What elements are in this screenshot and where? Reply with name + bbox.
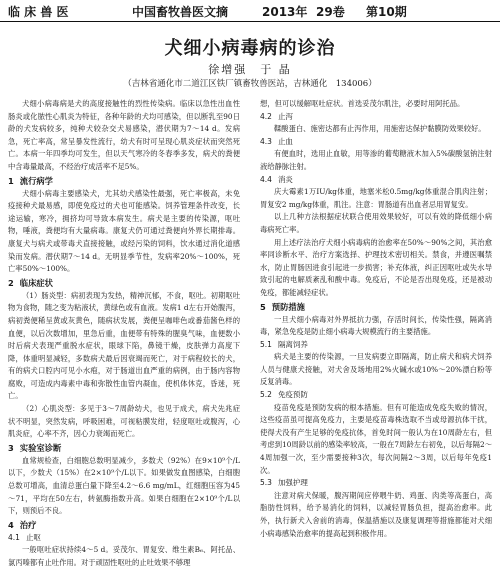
- journal-section: 临 床 兽 医: [8, 5, 69, 19]
- subsection-heading: [260, 111, 492, 124]
- body-paragraph: （1）肠炎型：病初表现为发热，精神沉郁，不食，呕吐。初期呕吐物为食物，随之变为粘液状，黄绿色或有血液。发病1 d左右开始腹泻，病初粪便稀呈黄或灰黄色，随病状发展，粪便呈咖啡色或番茄酱色样的血便，以后次数增加，里急后重，血便带有特殊的腥臭气味，血便数小时后病犬表现严重脱水症状，眼球下陷，鼻镜干燥，皮肤弹力高度下降，体重明显减轻，多数病犬最后因衰竭而死亡，对于病程较长的犬，有的病犬口腔内可见小水疱，对于肠道出血严重的病例，由于肠内容物腐败，可造成内毒素中毒和弥散性血管内凝血，使机体休克，昏迷，死亡。: [8, 290, 240, 401]
- left-column: [8, 98, 240, 567]
- subsection-heading: [260, 174, 492, 187]
- body-paragraph: 注意对病犬保暖，腹泻期间应停喂牛奶、鸡蛋、肉类等高蛋白，高脂肪性饲料，给予易消化的饲料，以减轻胃肠负担，提高治愈率。此外，执行新犬入舍前的消毒，保温措施以及康复调理等措施都能对犬细小病毒感染治愈率的提高起到积极作用。: [260, 490, 492, 538]
- body-paragraph: 有便血时，选用止血敏，用等渗的葡萄糖液木加入5%碳酸氢钠注射液给静脉注射。: [260, 149, 492, 171]
- subsection-number: 4.3: [260, 136, 272, 146]
- section-heading: [8, 519, 240, 532]
- subsection-title: 止血: [277, 136, 293, 146]
- section-number: 4: [8, 519, 14, 530]
- section-title: 预防措施: [271, 301, 305, 312]
- section-title: 流行病学: [19, 175, 53, 186]
- body-paragraph: 用上述疗法治疗犬细小病毒病的治愈率在50%～90%之间，其治愈率同诊断水平、治疗方案选择、护理技术密切相关。禁食，并遵医嘱禁水，防止胃肠因进食引起进一步损害；补充体液，纠正因呕吐或失水导致引起的电解质紊乱和酸中毒。免疫后，不论是否出现免疫，还是被动免疫，都能减轻症状。: [260, 237, 492, 297]
- subsection-title: 止呕: [25, 532, 41, 542]
- body-paragraph: 一旦犬细小病毒对外界抵抗力强，存活时间长，传染性强，隔离消毒，紧急免疫是防止细小病毒大规模流行的主要措施。: [260, 314, 492, 337]
- subsection-title: 免疫预防: [277, 390, 308, 400]
- subsection-title: 加强护理: [277, 478, 308, 488]
- subsection-title: 止泻: [277, 111, 293, 121]
- subsection-heading: [8, 532, 240, 545]
- subsection-number: 5.3: [260, 478, 272, 488]
- section-title: 实验室诊断: [19, 442, 62, 453]
- journal-volume: 29卷: [316, 5, 345, 19]
- subsection-heading: [260, 389, 492, 402]
- section-number: 1: [8, 175, 14, 186]
- section-heading: [8, 277, 240, 290]
- section-number: 5: [260, 301, 266, 312]
- section-title: 治疗: [19, 519, 37, 530]
- subsection-heading: [260, 136, 492, 149]
- running-header: [0, 0, 500, 22]
- article-authors: 徐增强 于 晶: [208, 63, 292, 76]
- subsection-number: 4.1: [8, 532, 20, 542]
- right-column: [260, 98, 492, 538]
- article-title: 犬细小病毒病的诊治: [164, 38, 336, 59]
- subsection-title: 隔离饲养: [277, 339, 308, 349]
- intro-paragraph: 犬细小病毒病是犬的高度接触性的烈性传染病。临床以急性出血性肠炎或化脓性心肌炎为特征，各种年龄的犬均可感染，但以断乳至90日龄的犬发病较多，纯种犬较杂交犬易感染，潜伏期为7～14 d。发病急，死亡率高，常呈暴发性流行，幼犬有时可呈现心肌炎症状而突然死亡。本病一年四季均可发生，但以天气寒冷的冬春季多发，病犬的粪便中含毒量最高，不经治疗成活率不足5%。: [8, 99, 240, 171]
- section-heading: [260, 301, 492, 314]
- body-paragraph: 想，但可以缓解呕吐症状。首选妥茂尔肌注，必要时用阿托品。: [260, 99, 465, 108]
- body-paragraph: 病犬是主要的传染源，一旦发病要立即隔离，防止病犬和病犬饲养人员与健康犬接触，对犬舍及场地用2%火碱水或10%～20%漂白粉等反复消毒。: [260, 352, 492, 387]
- body-paragraph: 鞣酸蛋白、施密达都有止泻作用，用施密达保护黏膜防效果较好。: [274, 124, 486, 134]
- body-paragraph: 疫苗免疫是预防发病的根本措施。但有可能造成免疫失败的情况，这些疫苗虽可提高免疫力，主要是疫苗毒株选取不当或母源抗体干扰，使得犬没有产生足够的免疫抗体，首免时间一般认为在10周龄左右，但考虑到10周龄以前的感染率较高，一般在7周龄左右初免，以后每隔2～4周加强一次，至少需要接种3次，每次间隔2～3周，以后每年免疫1次。: [260, 402, 492, 475]
- subsection-number: 4.2: [260, 111, 272, 121]
- body-paragraph: 以上几种方法根据症状联合使用效果较好，可以有效的降低细小病毒病死亡率。: [260, 212, 492, 234]
- article-affiliation: （吉林省通化市二道江区铁厂镇畜牧兽医站，吉林通化 134006）: [123, 79, 377, 89]
- body-paragraph: （2）心肌炎型：多见于3～7周龄幼犬，也见于成犬，病犬先兆症状不明显，突然发病，呼吸困难，可视粘膜发绀，轻度呕吐或腹泻，心肌炎症，心率不齐，因心力衰竭而死亡。: [8, 404, 240, 439]
- journal-name: 中国畜牧兽医文摘: [132, 5, 229, 19]
- subsection-heading: [260, 477, 492, 490]
- subsection-heading: [260, 339, 492, 352]
- subsection-number: 5.2: [260, 390, 272, 400]
- journal-year: 2013年: [262, 5, 308, 19]
- section-title: 临床症状: [19, 277, 53, 288]
- body-paragraph: 血常规检查，白细胞总数明显减少，多数犬（92%）在9×10⁹个/L以下，少数犬（15%）在2×10⁹个/L以下。如果做发血图感染，白细胞总数可增高，血清总蛋白量下降至4.2～6.6 mg/mL，红细胞压容为45～71，平均在50左右，转氨酶指数升高。如果白细胞在2×10⁹个/L以下，则预后不良。: [8, 455, 240, 516]
- body-paragraph: 一般呕吐症状持续4～5 d。妥茂尔、胃复安、维生素B₆、阿托品、氯丙嗪都有止吐作用。对于顽固性呕吐的止吐效果不够理: [8, 545, 240, 567]
- section-heading: [8, 175, 240, 188]
- body-paragraph: 犬细小病毒主要感染犬，尤其幼犬感染性最强，死亡率极高，未免疫接种犬最易感，即使免疫过的犬也可能感染。饲养管理条件改变，长途运输，寒冷，拥挤均可导致本病发生。病犬是主要的传染源，呕吐物，唾液，粪便均有大量病毒。康复犬仍可通过粪便向外界长期排毒。康复犬与病犬或带毒犬直接接触，或经污染的饲料，饮水通过消化道感染而发病。潜伏期7～14 d。无明显季节性，发病率20%～100%，死亡率50%～100%。: [8, 188, 240, 274]
- subsection-number: 4.4: [260, 174, 272, 184]
- section-number: 3: [8, 442, 14, 453]
- section-number: 2: [8, 277, 14, 288]
- subsection-title: 消炎: [277, 174, 293, 184]
- body-paragraph: 庆大霉素1万IU/kg体重，地塞米松0.5mg/kg体重混合肌肉注射；胃复安2 mg/kg体重，肌注。注意：胃肠道有出血者忌用胃复安。: [260, 187, 492, 209]
- journal-issue: 第10期: [366, 5, 407, 19]
- subsection-number: 5.1: [260, 339, 272, 349]
- section-heading: [8, 442, 240, 455]
